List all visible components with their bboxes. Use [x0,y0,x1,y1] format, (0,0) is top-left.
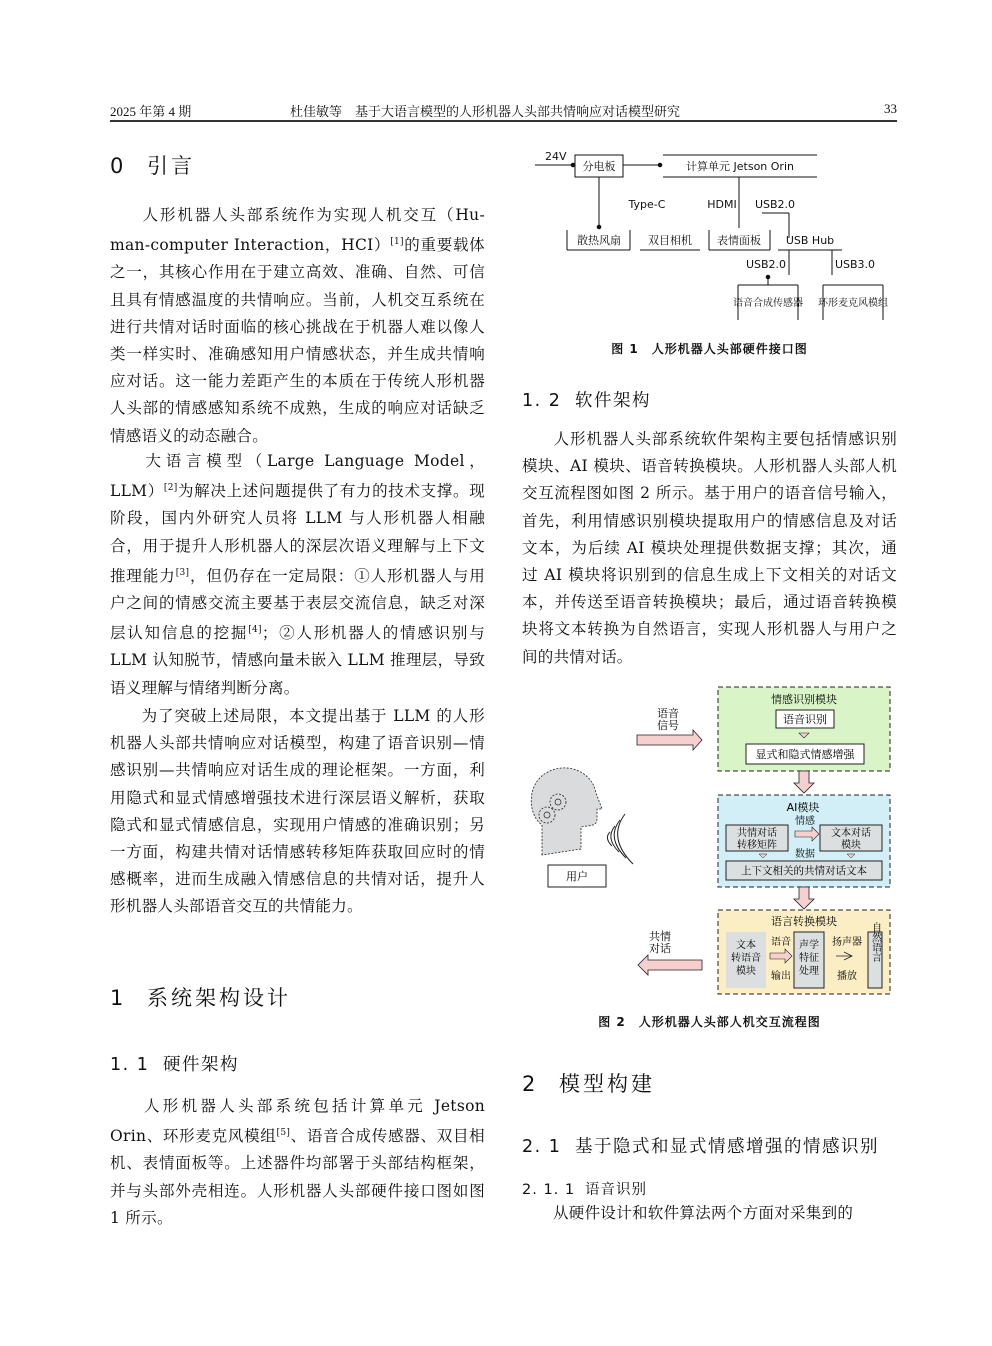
tts-module-label: 语言转换模块 [771,915,837,928]
speech-recognition-paragraph [522,1200,897,1227]
text: 为了突破上述局限，本文提出基于 LLM 的人形机器人头部共情响应对话模型，构建了语音识别—情感识别—共情响应对话生成的理论框架。一方面，利用隐式和显式情感增强技术进行深层语义解析，获取隐式和显式情感信息，实现用户情感的准确识别；另一方面，构建共情对话情感转移矩阵获取回应时的情感概率，进而生成融入情感信息的共情对话，提升人形机器人头部语音交互的共情能力。 [110,707,485,916]
citation[interactable]: [4] [248,625,262,636]
section-title: 硬件架构 [163,1055,239,1075]
voice-signal-label: 语音信号 [657,707,679,732]
intro-paragraph-1 [110,202,485,450]
figure-1-hardware-diagram [530,140,900,330]
text: 为解决上述问题提供了有力的技术支撑。现阶段，国内外研究人员将 LLM 与人形机器人相融合，用于提升人形机器人的深层次语义理解与上下文推理能力 [110,482,485,585]
voltage-label: 24V [545,150,567,163]
acoustic-label: 声学特征处理 [799,940,819,977]
section-title: 系统架构设计 [147,986,291,1010]
text: 、语音合成传感器、双目相机、表情面板等。上述器件均部署于头部结构框架，并与头部外壳相连。人形机器人头部硬件接口图如图 1 所示。 [110,1127,485,1227]
speech-recognition-label: 语音识别 [783,713,827,726]
section-title: 软件架构 [575,391,651,411]
running-header [110,101,897,119]
camera-box: 双目相机 [648,234,692,247]
section-0-heading [110,150,195,180]
mic-array-box: 环形麦克风模组 [818,298,888,309]
citation[interactable]: [1] [390,237,404,248]
section-2-heading [522,1068,655,1098]
voice-output-label: 语音 [771,937,791,948]
right-arrow-icon [637,730,702,750]
citation[interactable]: [5] [276,1128,291,1139]
ai-module-label: AI模块 [786,801,820,814]
down-arrow-icon [794,771,814,793]
section-number: 1 [110,986,127,1010]
text: 人形机器人头部系统软件架构主要包括情感识别模块、AI 模块、语音转换模块。人形机器人头部人机交互流程图如图 2 所示。基于用户的语音信号输入，首先，利用情感识别模块提取用户的情感信息及对话文本，为后续 AI 模块处理提供数据支撑；其次，通过 AI 模块将识别到的信息生成上下文相关的对话文本，并传送至语音转换模块；最后，通过语音转换模块将文本转换为自然语言，实现人形机器人与用户之间的共情对话。 [522,430,897,666]
section-title: 引言 [147,154,195,178]
section-number: 2. 1. 1 [522,1182,576,1198]
section-2-1-heading [522,1133,879,1158]
section-number: 2 [522,1072,539,1096]
emotion-enhance-label: 显式和隐式情感增强 [755,748,855,761]
text: ，但仍存在一定局限：①人形机器人与用户之间的情感交流主要基于表层交流信息，缺乏对深层认知信息的挖掘 [110,566,485,643]
page-number: 33 [884,101,897,116]
text: 人形机器人头部系统包括计算单元 Jetson Orin、环形麦克风模组 [110,1097,485,1146]
usb-hub-box: USB Hub [785,234,835,247]
typec-label: Type-C [628,198,666,211]
section-number: 0 [110,154,127,178]
intro-paragraph-3 [110,703,485,921]
natural-language-label: 自然语言 [869,922,881,962]
hardware-paragraph [110,1093,485,1232]
intro-paragraph-2 [110,448,485,702]
section-2-1-1-heading [522,1178,647,1199]
section-title: 语音识别 [585,1182,647,1198]
dialog-module-label: 文本对话 [831,828,871,839]
issue-label: 2025 年第 4 期 [110,104,192,119]
user-label: 用户 [566,870,588,883]
section-number: 1. 1 [110,1055,150,1075]
speech-sensor-box: 语音合成传感器 [733,298,803,309]
text: 从硬件设计和软件算法两个方面对采集到的 [553,1204,854,1222]
software-paragraph [522,426,897,671]
section-1-1-heading [110,1051,239,1076]
section-number: 2. 1 [522,1137,562,1157]
speaker-label: 播放 [837,971,857,982]
power-board-box: 分电板 [582,160,616,173]
context-text-label: 上下文相关的共情对话文本 [741,865,867,877]
running-title: 杜佳敏等 基于大语言模型的人形机器人头部共情响应对话模型研究 [290,104,681,119]
section-number: 1. 2 [522,391,562,411]
empathic-dialog-label: 共情对话 [649,930,671,955]
fan-box: 散热风扇 [577,234,621,247]
dialog-module-label: 模块 [841,840,861,851]
section-1-2-heading [522,387,651,412]
text: 大语言模型（Large Language Model，LLM） [110,452,485,501]
transfer-matrix-label: 转移矩阵 [737,840,777,851]
compute-unit-box: 计算单元 Jetson Orin [686,160,794,173]
section-1-heading [110,982,291,1012]
citation[interactable]: [3] [175,567,190,578]
text: ；②人形机器人的情感识别与 LLM 认知脱节，情感向量未嵌入 LLM 推理层，导致语义理解与情绪判断分离。 [110,624,485,697]
text: 的重要载体之一，其核心作用在于建立高效、准确、自然、可信且具有情感温度的共情响应。当前，人机交互系统在进行共情对话时面临的核心挑战在于机器人难以像人类一样实时、准确感知用户情感状态，并生成共情响应对话。这一能力差距产生的本质在于传统人形机器人头部的情感感知系统不成熟，生成的响应对话缺乏情感语义的动态融合。 [110,236,485,445]
text: 人形机器人头部系统作为实现人机交互（Hu-man-computer Interaction，HCI） [110,206,485,255]
left-arrow-icon [638,955,702,975]
figure-2-caption: 图 2 人形机器人头部人机交互流程图 [598,1015,821,1029]
user-head-icon [531,768,602,855]
speaker-label: 扬声器 [832,937,862,948]
usb30-label: USB3.0 [834,258,876,271]
tts-sub-label: 文本转语音模块 [731,940,761,977]
usb20-label: USB2.0 [754,198,796,211]
section-title: 模型构建 [559,1072,655,1096]
down-arrow-icon [794,887,814,909]
figure-2-flowchart [520,680,900,1000]
emotion-module-label: 情感识别模块 [771,693,837,706]
voice-output-label: 输出 [771,971,791,982]
section-title: 基于隐式和显式情感增强的情感识别 [575,1137,879,1157]
header-rule [110,120,897,122]
emotion-data-label: 情感 [795,816,815,827]
usb20-label: USB2.0 [745,258,787,271]
transfer-matrix-label: 共情对话 [737,828,777,839]
emotion-data-label: 数据 [795,849,815,860]
citation[interactable]: [2] [163,483,178,494]
face-panel-box: 表情面板 [717,234,761,247]
sound-wave-icon [607,814,633,864]
figure-1-caption: 图 1 人形机器人头部硬件接口图 [611,342,808,356]
hdmi-label: HDMI [707,198,737,211]
